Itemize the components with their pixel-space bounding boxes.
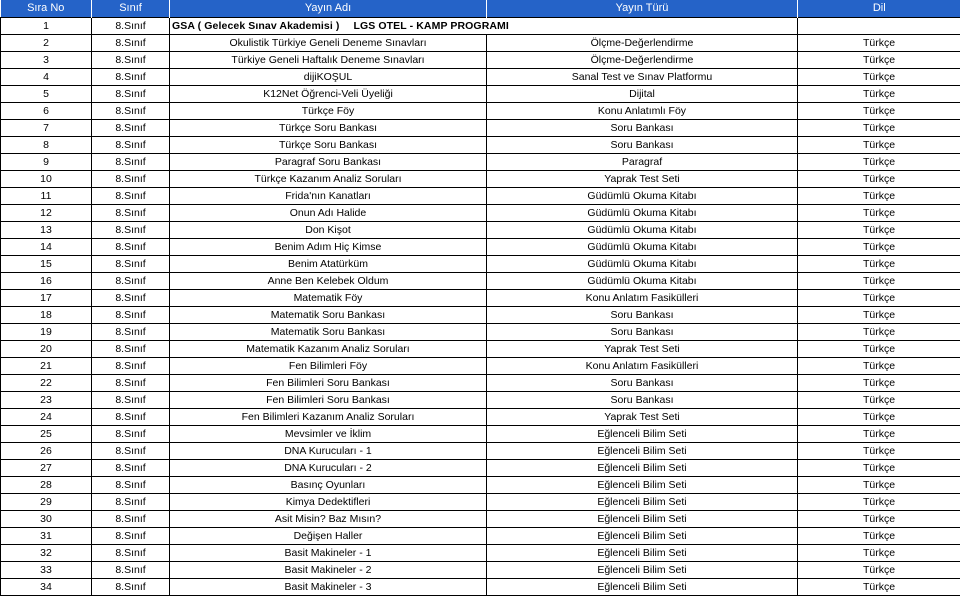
- cell-lang[interactable]: Türkçe: [798, 579, 960, 596]
- cell-lang[interactable]: Türkçe: [798, 69, 960, 86]
- cell-lang[interactable]: Türkçe: [798, 341, 960, 358]
- cell-type[interactable]: Eğlenceli Bilim Seti: [487, 545, 798, 562]
- cell-name[interactable]: Fen Bilimleri Kazanım Analiz Soruları: [170, 409, 487, 426]
- cell-class[interactable]: 8.Sınıf: [92, 222, 170, 239]
- cell-class[interactable]: 8.Sınıf: [92, 545, 170, 562]
- cell-type[interactable]: Soru Bankası: [487, 137, 798, 154]
- cell-class[interactable]: 8.Sınıf: [92, 409, 170, 426]
- cell-type[interactable]: Eğlenceli Bilim Seti: [487, 579, 798, 596]
- cell-type[interactable]: Eğlenceli Bilim Seti: [487, 528, 798, 545]
- cell-class[interactable]: 8.Sınıf: [92, 103, 170, 120]
- table-row: [1, 120, 960, 137]
- table-header: [1, 0, 960, 18]
- table-row: [1, 52, 960, 69]
- cell-no[interactable]: 13: [1, 222, 92, 239]
- cell-no[interactable]: 10: [1, 171, 92, 188]
- cell-lang[interactable]: Türkçe: [798, 120, 960, 137]
- table-row: [1, 528, 960, 545]
- table-row: [1, 545, 960, 562]
- cell-lang[interactable]: Türkçe: [798, 511, 960, 528]
- cell-class[interactable]: 8.Sınıf: [92, 528, 170, 545]
- table-body: [1, 18, 960, 596]
- cell-name[interactable]: Basınç Oyunları: [170, 477, 487, 494]
- cell-class[interactable]: 8.Sınıf: [92, 137, 170, 154]
- cell-no[interactable]: 32: [1, 545, 92, 562]
- table-row: [1, 171, 960, 188]
- cell-name[interactable]: Fen Bilimleri Soru Bankası: [170, 392, 487, 409]
- cell-type[interactable]: Ölçme-Değerlendirme: [487, 35, 798, 52]
- cell-no[interactable]: 30: [1, 511, 92, 528]
- cell-class[interactable]: 8.Sınıf: [92, 290, 170, 307]
- table-row: [1, 494, 960, 511]
- cell-type[interactable]: Konu Anlatımlı Föy: [487, 103, 798, 120]
- cell-class[interactable]: 8.Sınıf: [92, 120, 170, 137]
- cell-no[interactable]: 31: [1, 528, 92, 545]
- cell-lang[interactable]: Türkçe: [798, 137, 960, 154]
- cell-lang[interactable]: Türkçe: [798, 307, 960, 324]
- cell-class[interactable]: 8.Sınıf: [92, 358, 170, 375]
- cell-no[interactable]: 20: [1, 341, 92, 358]
- cell-no[interactable]: 16: [1, 273, 92, 290]
- cell-type[interactable]: Güdümlü Okuma Kitabı: [487, 239, 798, 256]
- cell-lang[interactable]: Türkçe: [798, 494, 960, 511]
- cell-no[interactable]: 27: [1, 460, 92, 477]
- table-row: [1, 443, 960, 460]
- cell-name[interactable]: Benim Adım Hiç Kimse: [170, 239, 487, 256]
- cell-type[interactable]: Paragraf: [487, 154, 798, 171]
- cell-class[interactable]: 8.Sınıf: [92, 256, 170, 273]
- cell-lang[interactable]: Türkçe: [798, 86, 960, 103]
- cell-no[interactable]: 34: [1, 579, 92, 596]
- cell-lang[interactable]: Türkçe: [798, 103, 960, 120]
- cell-class[interactable]: 8.Sınıf: [92, 154, 170, 171]
- table-row: [1, 222, 960, 239]
- cell-lang[interactable]: Türkçe: [798, 392, 960, 409]
- cell-name[interactable]: Türkçe Kazanım Analiz Soruları: [170, 171, 487, 188]
- cell-type[interactable]: Konu Anlatım Fasikülleri: [487, 358, 798, 375]
- cell-lang[interactable]: Türkçe: [798, 528, 960, 545]
- cell-no[interactable]: 7: [1, 120, 92, 137]
- cell-type[interactable]: Güdümlü Okuma Kitabı: [487, 273, 798, 290]
- cell-lang[interactable]: Türkçe: [798, 375, 960, 392]
- cell-class[interactable]: 8.Sınıf: [92, 375, 170, 392]
- cell-type[interactable]: Soru Bankası: [487, 324, 798, 341]
- cell-no[interactable]: 3: [1, 52, 92, 69]
- header-sira-no[interactable]: Sıra No: [1, 0, 92, 18]
- cell-lang[interactable]: Türkçe: [798, 52, 960, 69]
- cell-lang[interactable]: Türkçe: [798, 545, 960, 562]
- table-row: [1, 426, 960, 443]
- cell-type[interactable]: Soru Bankası: [487, 307, 798, 324]
- cell-class[interactable]: 8.Sınıf: [92, 188, 170, 205]
- header-yayin-turu[interactable]: Yayın Türü: [487, 0, 798, 18]
- table-row: [1, 579, 960, 596]
- cell-type[interactable]: Soru Bankası: [487, 392, 798, 409]
- cell-name[interactable]: Türkiye Geneli Haftalık Deneme Sınavları: [170, 52, 487, 69]
- cell-type[interactable]: Soru Bankası: [487, 120, 798, 137]
- cell-type[interactable]: Sanal Test ve Sınav Platformu: [487, 69, 798, 86]
- cell-type[interactable]: Soru Bankası: [487, 375, 798, 392]
- cell-no[interactable]: 18: [1, 307, 92, 324]
- cell-name[interactable]: Fen Bilimleri Soru Bankası: [170, 375, 487, 392]
- cell-type[interactable]: Güdümlü Okuma Kitabı: [487, 222, 798, 239]
- cell-lang[interactable]: Türkçe: [798, 273, 960, 290]
- cell-no[interactable]: 23: [1, 392, 92, 409]
- cell-class[interactable]: 8.Sınıf: [92, 426, 170, 443]
- cell-no[interactable]: 22: [1, 375, 92, 392]
- cell-lang[interactable]: Türkçe: [798, 188, 960, 205]
- cell-name[interactable]: Paragraf Soru Bankası: [170, 154, 487, 171]
- cell-name[interactable]: Matematik Kazanım Analiz Soruları: [170, 341, 487, 358]
- cell-lang[interactable]: Türkçe: [798, 443, 960, 460]
- table-row: [1, 562, 960, 579]
- cell-name[interactable]: Anne Ben Kelebek Oldum: [170, 273, 487, 290]
- cell-lang[interactable]: Türkçe: [798, 460, 960, 477]
- cell-name[interactable]: Matematik Soru Bankası: [170, 324, 487, 341]
- cell-class[interactable]: 8.Sınıf: [92, 494, 170, 511]
- table-row: [1, 375, 960, 392]
- cell-type[interactable]: Yaprak Test Seti: [487, 171, 798, 188]
- cell-class[interactable]: 8.Sınıf: [92, 205, 170, 222]
- cell-type[interactable]: Güdümlü Okuma Kitabı: [487, 205, 798, 222]
- cell-no[interactable]: 19: [1, 324, 92, 341]
- cell-type[interactable]: Eğlenceli Bilim Seti: [487, 443, 798, 460]
- table-row: [1, 239, 960, 256]
- cell-class[interactable]: 8.Sınıf: [92, 171, 170, 188]
- table-row: [1, 511, 960, 528]
- cell-lang[interactable]: Türkçe: [798, 171, 960, 188]
- cell-no[interactable]: 25: [1, 426, 92, 443]
- cell-no[interactable]: 29: [1, 494, 92, 511]
- cell-lang[interactable]: Türkçe: [798, 358, 960, 375]
- cell-name[interactable]: DNA Kurucuları - 2: [170, 460, 487, 477]
- cell-class[interactable]: 8.Sınıf: [92, 324, 170, 341]
- cell-class[interactable]: 8.Sınıf: [92, 579, 170, 596]
- cell-name[interactable]: Basit Makineler - 2: [170, 562, 487, 579]
- header-sinif[interactable]: Sınıf: [92, 0, 170, 18]
- table-row: [1, 154, 960, 171]
- cell-lang[interactable]: [798, 18, 960, 35]
- cell-class[interactable]: 8.Sınıf: [92, 460, 170, 477]
- cell-class[interactable]: 8.Sınıf: [92, 477, 170, 494]
- cell-no[interactable]: 1: [1, 18, 92, 35]
- cell-no[interactable]: 11: [1, 188, 92, 205]
- cell-class[interactable]: 8.Sınıf: [92, 35, 170, 52]
- cell-type[interactable]: Eğlenceli Bilim Seti: [487, 511, 798, 528]
- cell-lang[interactable]: Türkçe: [798, 290, 960, 307]
- cell-no[interactable]: 9: [1, 154, 92, 171]
- program-title-cell[interactable]: [170, 18, 798, 35]
- cell-name[interactable]: Matematik Soru Bankası: [170, 307, 487, 324]
- cell-name[interactable]: K12Net Öğrenci-Veli Üyeliği: [170, 86, 487, 103]
- cell-class[interactable]: 8.Sınıf: [92, 511, 170, 528]
- table-row: [1, 409, 960, 426]
- cell-type[interactable]: Yaprak Test Seti: [487, 409, 798, 426]
- cell-name[interactable]: Fen Bilimleri Föy: [170, 358, 487, 375]
- table-row: [1, 273, 960, 290]
- cell-name[interactable]: Basit Makineler - 1: [170, 545, 487, 562]
- cell-no[interactable]: 8: [1, 137, 92, 154]
- cell-lang[interactable]: Türkçe: [798, 562, 960, 579]
- cell-class[interactable]: 8.Sınıf: [92, 443, 170, 460]
- cell-class[interactable]: 8.Sınıf: [92, 307, 170, 324]
- cell-name[interactable]: Basit Makineler - 3: [170, 579, 487, 596]
- cell-class[interactable]: 8.Sınıf: [92, 52, 170, 69]
- table-row: [1, 69, 960, 86]
- cell-lang[interactable]: Türkçe: [798, 477, 960, 494]
- cell-no[interactable]: 15: [1, 256, 92, 273]
- table-row: [1, 103, 960, 120]
- cell-class[interactable]: 8.Sınıf: [92, 273, 170, 290]
- cell-lang[interactable]: Türkçe: [798, 324, 960, 341]
- cell-name[interactable]: Mevsimler ve İklim: [170, 426, 487, 443]
- table-row: [1, 324, 960, 341]
- cell-name[interactable]: Don Kişot: [170, 222, 487, 239]
- cell-no[interactable]: 6: [1, 103, 92, 120]
- cell-no[interactable]: 14: [1, 239, 92, 256]
- cell-name[interactable]: Benim Atatürküm: [170, 256, 487, 273]
- cell-no[interactable]: 17: [1, 290, 92, 307]
- table-row: [1, 256, 960, 273]
- cell-no[interactable]: 5: [1, 86, 92, 103]
- cell-type[interactable]: Eğlenceli Bilim Seti: [487, 562, 798, 579]
- cell-name[interactable]: DNA Kurucuları - 1: [170, 443, 487, 460]
- cell-lang[interactable]: Türkçe: [798, 239, 960, 256]
- program-title-part1: GSA ( Gelecek Sınav Akademisi ): [172, 20, 340, 32]
- cell-class[interactable]: 8.Sınıf: [92, 239, 170, 256]
- cell-lang[interactable]: Türkçe: [798, 154, 960, 171]
- cell-no[interactable]: 4: [1, 69, 92, 86]
- cell-name[interactable]: Asit Misin? Baz Mısın?: [170, 511, 487, 528]
- cell-type[interactable]: Yaprak Test Seti: [487, 341, 798, 358]
- table-row: [1, 205, 960, 222]
- cell-no[interactable]: 26: [1, 443, 92, 460]
- table-row: [1, 358, 960, 375]
- cell-type[interactable]: Konu Anlatım Fasikülleri: [487, 290, 798, 307]
- table-row: [1, 137, 960, 154]
- cell-lang[interactable]: Türkçe: [798, 256, 960, 273]
- cell-type[interactable]: Ölçme-Değerlendirme: [487, 52, 798, 69]
- table-row: [1, 35, 960, 52]
- table-row: [1, 18, 960, 35]
- cell-type[interactable]: Dijital: [487, 86, 798, 103]
- cell-no[interactable]: 21: [1, 358, 92, 375]
- cell-lang[interactable]: Türkçe: [798, 205, 960, 222]
- cell-name[interactable]: Okulistik Türkiye Geneli Deneme Sınavları: [170, 35, 487, 52]
- cell-name[interactable]: Türkçe Föy: [170, 103, 487, 120]
- cell-no[interactable]: 24: [1, 409, 92, 426]
- cell-class[interactable]: 8.Sınıf: [92, 562, 170, 579]
- program-title-part2: LGS OTEL - KAMP PROGRAMI: [353, 20, 509, 32]
- table-row: [1, 477, 960, 494]
- cell-class[interactable]: 8.Sınıf: [92, 86, 170, 103]
- cell-no[interactable]: 33: [1, 562, 92, 579]
- cell-type[interactable]: Eğlenceli Bilim Seti: [487, 426, 798, 443]
- cell-lang[interactable]: Türkçe: [798, 222, 960, 239]
- cell-class[interactable]: 8.Sınıf: [92, 18, 170, 35]
- header-dil[interactable]: Dil: [798, 0, 960, 18]
- table-row: [1, 188, 960, 205]
- cell-class[interactable]: 8.Sınıf: [92, 392, 170, 409]
- cell-name[interactable]: Değişen Haller: [170, 528, 487, 545]
- cell-name[interactable]: Türkçe Soru Bankası: [170, 120, 487, 137]
- cell-name[interactable]: Kimya Dedektifleri: [170, 494, 487, 511]
- header-yayin-adi[interactable]: Yayın Adı: [170, 0, 487, 18]
- cell-name[interactable]: Onun Adı Halide: [170, 205, 487, 222]
- cell-type[interactable]: Eğlenceli Bilim Seti: [487, 494, 798, 511]
- cell-no[interactable]: 12: [1, 205, 92, 222]
- cell-lang[interactable]: Türkçe: [798, 426, 960, 443]
- table-row: [1, 307, 960, 324]
- cell-type[interactable]: Güdümlü Okuma Kitabı: [487, 188, 798, 205]
- cell-name[interactable]: Frida'nın Kanatları: [170, 188, 487, 205]
- cell-type[interactable]: Eğlenceli Bilim Seti: [487, 460, 798, 477]
- cell-type[interactable]: Eğlenceli Bilim Seti: [487, 477, 798, 494]
- table-row: [1, 460, 960, 477]
- table-row: [1, 290, 960, 307]
- cell-class[interactable]: 8.Sınıf: [92, 341, 170, 358]
- cell-no[interactable]: 28: [1, 477, 92, 494]
- table-row: [1, 392, 960, 409]
- cell-class[interactable]: 8.Sınıf: [92, 69, 170, 86]
- cell-lang[interactable]: Türkçe: [798, 409, 960, 426]
- cell-type[interactable]: Güdümlü Okuma Kitabı: [487, 256, 798, 273]
- table-row: [1, 341, 960, 358]
- cell-name[interactable]: Matematik Föy: [170, 290, 487, 307]
- table-row: [1, 86, 960, 103]
- header-row: [1, 0, 960, 18]
- cell-name[interactable]: dijiKOŞUL: [170, 69, 487, 86]
- cell-no[interactable]: 2: [1, 35, 92, 52]
- cell-lang[interactable]: Türkçe: [798, 35, 960, 52]
- cell-name[interactable]: Türkçe Soru Bankası: [170, 137, 487, 154]
